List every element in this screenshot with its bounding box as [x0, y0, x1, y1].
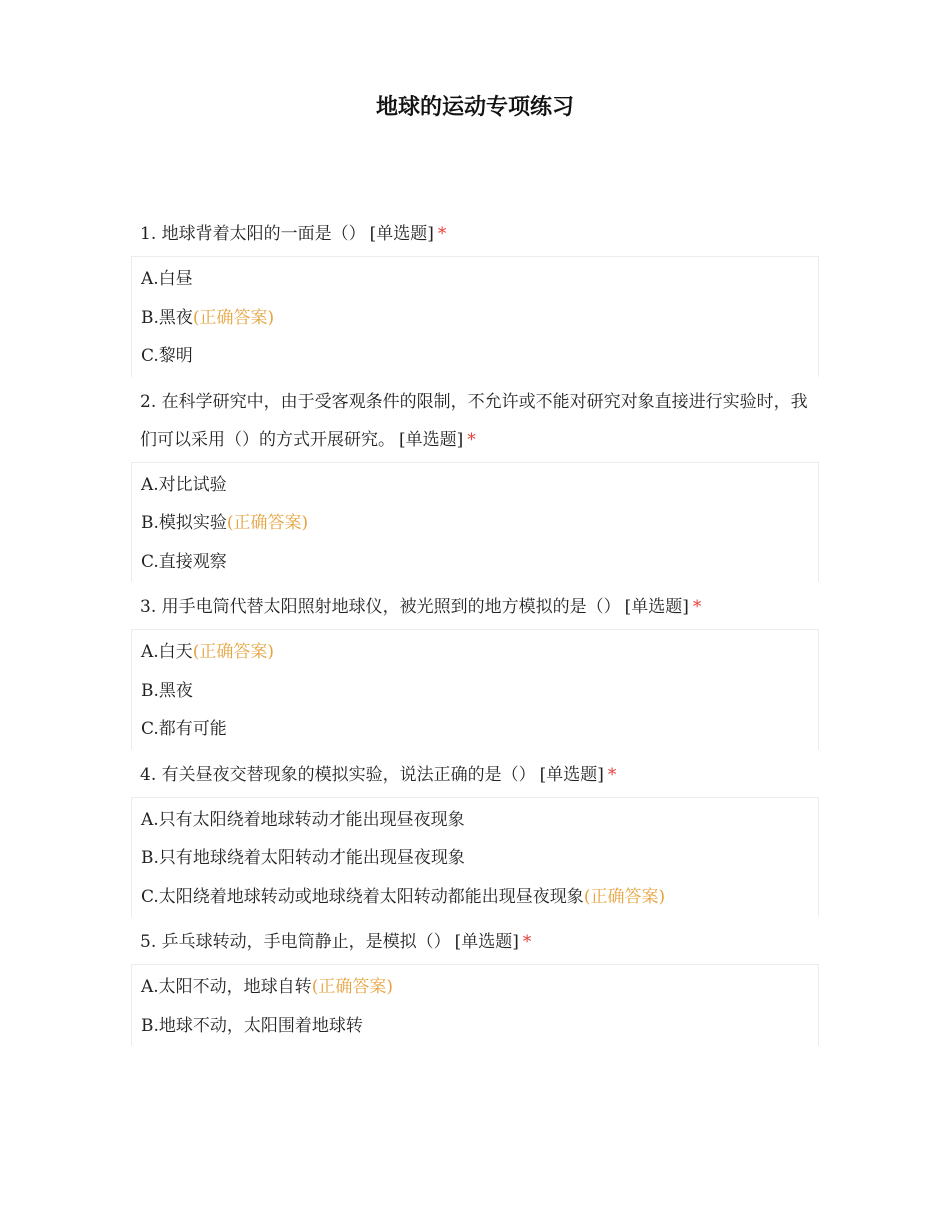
question-text: 3. 用手电筒代替太阳照射地球仪，被光照到的地方模拟的是（） — [140, 597, 621, 617]
question-5 — [131, 923, 819, 1046]
question-text: 5. 乒乓球转动，手电筒静止，是模拟（） — [140, 932, 451, 952]
question-stem — [131, 588, 819, 626]
question-type: [单选题] — [624, 597, 689, 617]
options-box — [131, 462, 819, 583]
required-mark: * — [607, 764, 617, 785]
question-stem — [131, 383, 819, 459]
page-title: 地球的运动专项练习 — [375, 95, 574, 120]
option-a — [132, 968, 818, 1007]
option-text: B.黑夜 — [141, 680, 193, 701]
option-b — [132, 299, 818, 338]
option-text: A.白昼 — [141, 269, 193, 289]
options-box — [131, 964, 819, 1046]
option-text: A.只有太阳绕着地球转动才能出现昼夜现象 — [141, 809, 465, 830]
correct-answer-label: (正确答案) — [192, 642, 274, 662]
question-stem — [131, 756, 819, 794]
option-text: B.模拟实验 — [141, 513, 227, 533]
question-text: 2. 在科学研究中，由于受客观条件的限制，不允许或不能对研究对象直接进行实验时，我们可以采用（）的方式开展研究。 — [140, 391, 808, 450]
question-stem — [131, 215, 819, 253]
required-mark: * — [467, 429, 476, 450]
required-mark: * — [692, 597, 702, 617]
option-c — [132, 710, 818, 749]
question-text: 4. 有关昼夜交替现象的模拟实验，说法正确的是（） — [140, 764, 536, 785]
question-stem — [131, 923, 819, 961]
correct-answer-label: (正确答案) — [226, 513, 309, 533]
option-b — [132, 1007, 818, 1046]
option-text: B.只有地球绕着太阳转动才能出现昼夜现象 — [141, 848, 465, 868]
option-text: A.对比试验 — [141, 474, 227, 495]
option-b — [132, 504, 818, 543]
question-4 — [131, 756, 819, 918]
question-text: 1. 地球背着太阳的一面是（） — [140, 224, 366, 244]
correct-answer-label: (正确答案) — [192, 307, 275, 328]
correct-answer-label: (正确答案) — [583, 886, 666, 907]
question-1 — [131, 215, 819, 377]
option-text: B.黑夜 — [141, 307, 193, 328]
options-box — [131, 256, 819, 377]
question-2 — [131, 383, 819, 583]
options-box — [131, 797, 819, 918]
option-b — [132, 672, 818, 711]
options-box — [131, 629, 819, 750]
option-c — [132, 543, 818, 582]
required-mark: * — [522, 932, 532, 952]
question-type: [单选题] — [454, 932, 519, 952]
option-text: C.太阳绕着地球转动或地球绕着太阳转动都能出现昼夜现象 — [141, 886, 584, 907]
option-text: C.黎明 — [141, 346, 193, 366]
option-text: B.地球不动，太阳围着地球转 — [141, 1015, 363, 1036]
option-a — [132, 633, 818, 672]
option-a — [132, 466, 818, 505]
option-text: A.白天 — [141, 642, 193, 662]
option-b — [132, 839, 818, 878]
question-type: [单选题] — [399, 429, 464, 450]
question-3 — [131, 588, 819, 750]
option-text: C.直接观察 — [141, 551, 227, 572]
option-text: C.都有可能 — [141, 719, 227, 739]
option-a — [132, 801, 818, 840]
correct-answer-label: (正确答案) — [311, 977, 393, 997]
option-a — [132, 260, 818, 299]
required-mark: * — [437, 224, 447, 244]
question-type: [单选题] — [539, 764, 604, 785]
question-list — [131, 215, 819, 1052]
option-c — [132, 878, 818, 917]
option-c — [132, 337, 818, 376]
option-text: A.太阳不动，地球自转 — [141, 977, 312, 997]
question-type: [单选题] — [369, 224, 434, 244]
